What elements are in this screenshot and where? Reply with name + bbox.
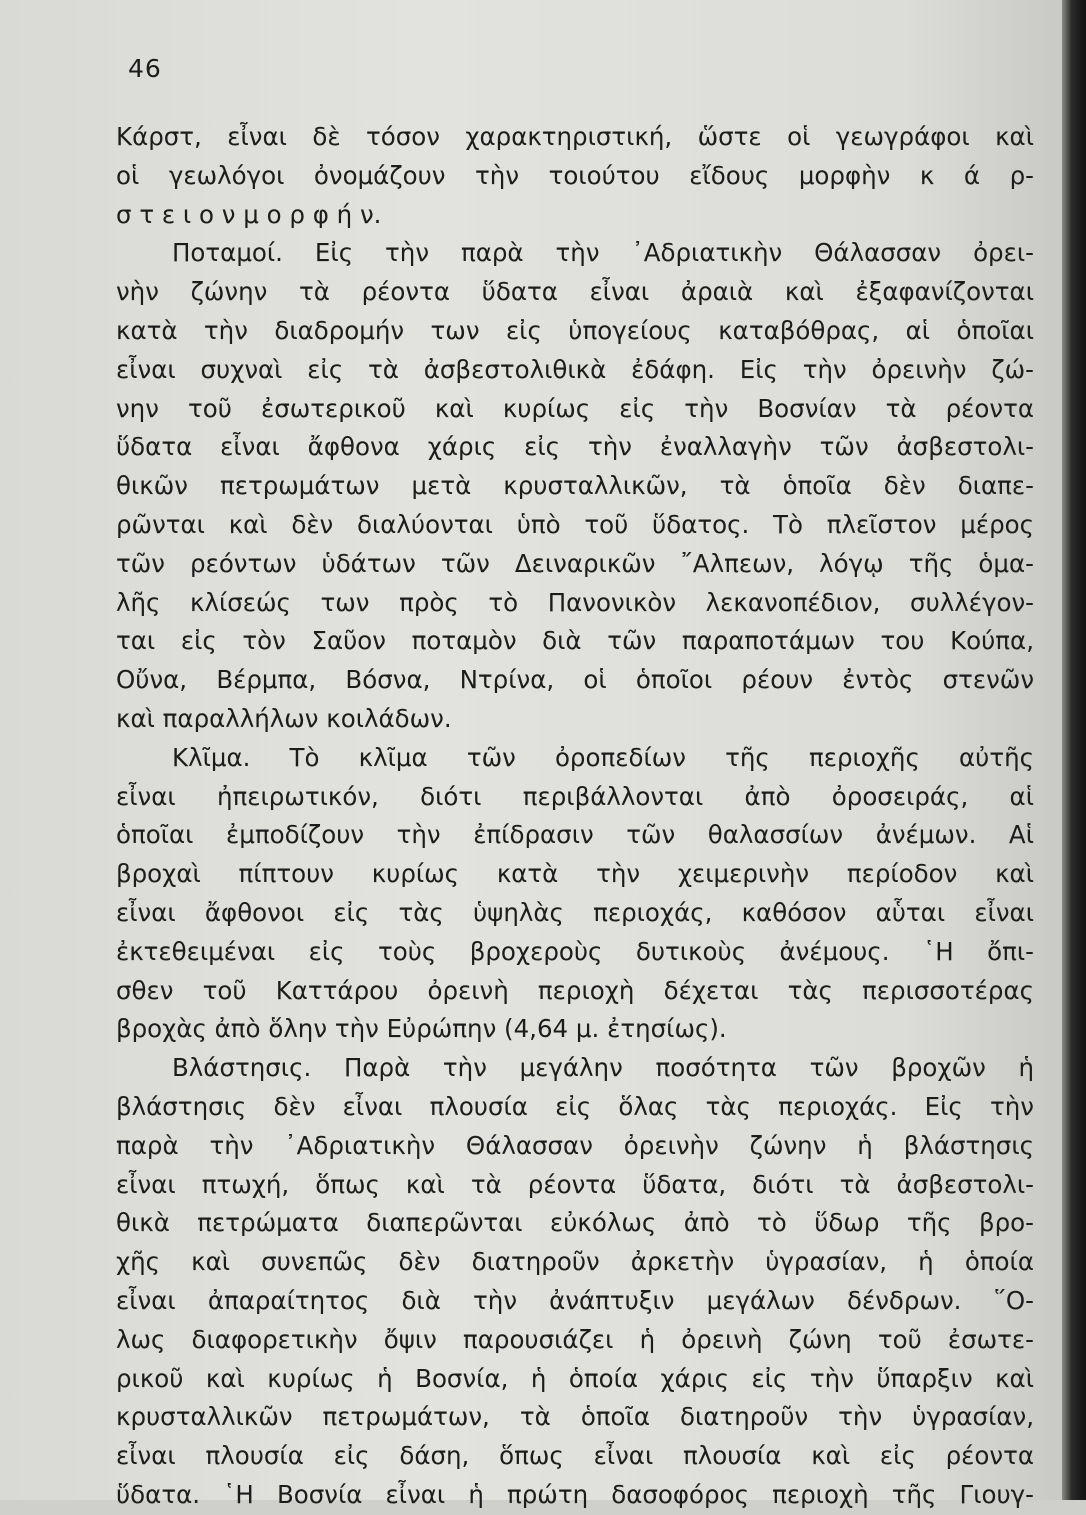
text-line: Κάρστ, εἶναι δὲ τόσον χαρακτηριστική, ὥστε οἱ γεωγράφοι καὶ bbox=[116, 122, 1034, 151]
text-line: εἶναι συχναὶ εἰς τὰ ἀσβεστολιθικὰ ἐδάφη. Εἰς τὴν ὀρεινὴν ζώ- bbox=[116, 354, 1034, 384]
text-line: ρικοῦ καὶ κυρίως ἡ Βοσνία, ἡ ὁποία χάρις εἰς τὴν ὕπαρξιν καὶ bbox=[116, 1363, 1034, 1393]
text-line: εἶναι ἄφθονοι εἰς τὰς ὑψηλὰς περιοχάς, καθόσον αὗται εἶναι bbox=[116, 897, 1034, 927]
text-line: θικῶν πετρωμάτων μετὰ κρυσταλλικῶν, τὰ ὁποῖα δὲν διαπε- bbox=[116, 471, 1034, 501]
text-line: τῶν ρεόντων ὑδάτων τῶν Δειναρικῶν ῎Αλπεων, λόγῳ τῆς ὁμα- bbox=[116, 548, 1034, 578]
text-line: βροχὰς ἀπὸ ὅλην τὴν Εὐρώπην (4,64 μ. ἐτησίως). bbox=[116, 1014, 727, 1044]
text-line: χῆς καὶ συνεπῶς δὲν διατηροῦν ἀρκετὴν ὑγρασίαν, ἡ ὁποία bbox=[116, 1247, 1034, 1277]
text-line: κρυσταλλικῶν πετρωμάτων, τὰ ὁποῖα διατηροῦν τὴν ὑγρασίαν, bbox=[116, 1402, 1034, 1432]
text-line: ται εἰς τὸν Σαῦον ποταμὸν διὰ τῶν παραποτάμων του Κούπα, bbox=[116, 626, 1034, 656]
text-line: Ποταμοί. Εἰς τὴν παρὰ τὴν ᾿Αδριατικὴν Θάλασσαν ὀρει- bbox=[172, 238, 1034, 268]
text-line: σ τ ε ι ο ν μ ο ρ φ ή ν. bbox=[116, 199, 382, 229]
text-line: Κλῖμα. Τὸ κλῖμα τῶν ὀροπεδίων τῆς περιοχῆς αὐτῆς bbox=[172, 742, 1034, 772]
text-line: νὴν ζώνην τὰ ρέοντα ὕδατα εἶναι ἀραιὰ καὶ ἐξαφανίζονται bbox=[116, 277, 1034, 307]
text-line: Οὔνα, Βέρμπα, Βόσνα, Ντρίνα, οἱ ὁποῖοι ρέουν ἐντὸς στενῶν bbox=[116, 665, 1034, 695]
text-line: λως διαφορετικὴν ὄψιν παρουσιάζει ἡ ὀρεινὴ ζώνη τοῦ ἐσωτε- bbox=[116, 1324, 1034, 1354]
text-line: ἐκτεθειμέναι εἰς τοὺς βροχεροὺς δυτικοὺς ἀνέμους. ῾Η ὄπι- bbox=[116, 936, 1034, 966]
text-line: οἱ γεωλόγοι ὀνομάζουν τὴν τοιούτου εἴδους μορφὴν κ ά ρ- bbox=[116, 160, 1034, 190]
text-line: βροχαὶ πίπτουν κυρίως κατὰ τὴν χειμερινὴν περίοδον καὶ bbox=[116, 859, 1034, 889]
text-line: Βλάστησις. Παρὰ τὴν μεγάλην ποσότητα τῶν βροχῶν ἡ bbox=[172, 1053, 1034, 1083]
text-line: καὶ παραλλήλων κοιλάδων. bbox=[116, 703, 452, 733]
text-line: βλάστησις δὲν εἶναι πλουσία εἰς ὅλας τὰς περιοχάς. Εἰς τὴν bbox=[116, 1091, 1034, 1121]
text-line: σθεν τοῦ Καττάρου ὀρεινὴ περιοχὴ δέχεται τὰς περισσοτέρας bbox=[116, 975, 1034, 1005]
page-edge-shadow bbox=[1062, 0, 1086, 1500]
text-line: ρῶνται καὶ δὲν διαλύονται ὑπὸ τοῦ ὕδατος. Τὸ πλεῖστον μέρος bbox=[116, 509, 1034, 539]
text-line: εἶναι ἀπαραίτητος διὰ τὴν ἀνάπτυξιν μεγάλων δένδρων. ῞Ο- bbox=[116, 1285, 1034, 1315]
text-line: εἶναι πλουσία εἰς δάση, ὅπως εἶναι πλουσία καὶ εἰς ρέοντα bbox=[116, 1441, 1034, 1471]
text-line: ὁποῖαι ἐμποδίζουν τὴν ἐπίδρασιν τῶν θαλασσίων ἀνέμων. Αἱ bbox=[116, 820, 1034, 850]
text-line: λῆς κλίσεώς των πρὸς τὸ Πανονικὸν λεκανοπέδιον, συλλέγον- bbox=[116, 587, 1034, 617]
page-number: 46 bbox=[128, 54, 162, 83]
text-line: εἶναι πτωχή, ὅπως καὶ τὰ ρέοντα ὕδατα, διότι τὰ ἀσβεστολι- bbox=[116, 1169, 1034, 1199]
body-text bbox=[116, 118, 1034, 1515]
text-line: θικὰ πετρώματα διαπερῶνται εὐκόλως ἀπὸ τὸ ὕδωρ τῆς βρο- bbox=[116, 1208, 1034, 1238]
text-line: ὕδατα. ῾Η Βοσνία εἶναι ἡ πρώτη δασοφόρος περιοχὴ τῆς Γιουγ- bbox=[116, 1479, 1034, 1509]
text-line: εἶναι ἠπειρωτικόν, διότι περιβάλλονται ἀπὸ ὀροσειράς, αἱ bbox=[116, 781, 1034, 811]
text-line: νην τοῦ ἐσωτερικοῦ καὶ κυρίως εἰς τὴν Βοσνίαν τὰ ρέοντα bbox=[116, 393, 1034, 423]
text-line: κατὰ τὴν διαδρομήν των εἰς ὑπογείους καταβόθρας, αἱ ὁποῖαι bbox=[116, 315, 1034, 345]
text-line: ὕδατα εἶναι ἄφθονα χάρις εἰς τὴν ἐναλλαγὴν τῶν ἀσβεστολι- bbox=[116, 432, 1034, 462]
text-line: παρὰ τὴν ᾿Αδριατικὴν Θάλασσαν ὀρεινὴν ζώνην ἡ βλάστησις bbox=[116, 1130, 1034, 1160]
